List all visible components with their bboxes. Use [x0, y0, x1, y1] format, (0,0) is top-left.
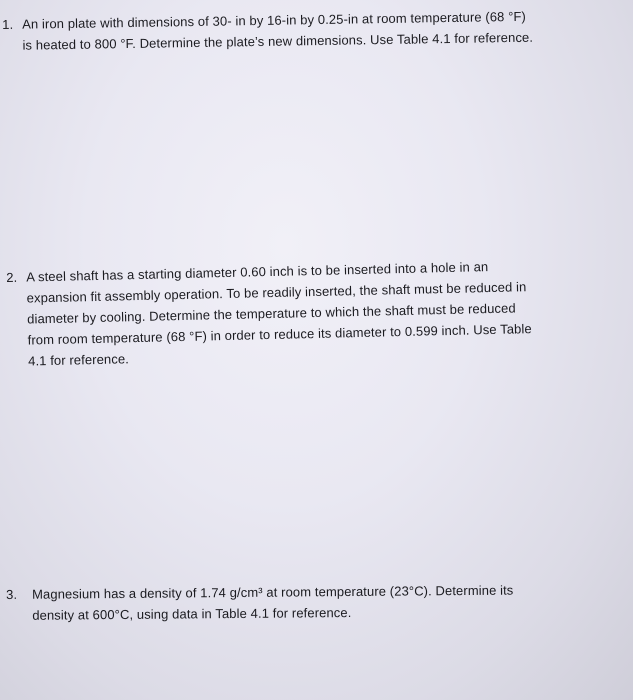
question-text: [26, 255, 532, 371]
question-line: An iron plate with dimensions of 30- in by 16-in by 0.25-in at room temperature (68 °F): [22, 8, 527, 32]
question-number: 1.: [2, 16, 14, 32]
question-2: [6, 255, 532, 372]
question-3: [6, 580, 514, 626]
question-line: 4.1 for reference.: [27, 351, 130, 369]
question-line: is heated to 800 °F. Determine the plate’s new dimensions. Use Table 4.1 for reference.: [22, 29, 534, 53]
question-text: [32, 580, 514, 626]
question-number: 3.: [6, 586, 18, 602]
question-number: 2.: [6, 269, 18, 285]
question-line: Magnesium has a density of 1.74 g/cm³ at room temperature (23°C). Determine its: [32, 582, 514, 602]
question-line: diameter by cooling. Determine the temperature to which the shaft must be reduced: [27, 300, 516, 327]
question-line: A steel shaft has a starting diameter 0.60 inch is to be inserted into a hole in an: [26, 259, 489, 285]
question-line: density at 600°C, using data in Table 4.1 for reference.: [32, 604, 352, 623]
question-line: from room temperature (68 °F) in order to reduce its diameter to 0.599 inch. Use Table: [27, 321, 532, 348]
question-text: [22, 6, 533, 56]
question-line: expansion fit assembly operation. To be readily inserted, the shaft must be reduced in: [26, 279, 527, 306]
question-1: [2, 6, 533, 56]
